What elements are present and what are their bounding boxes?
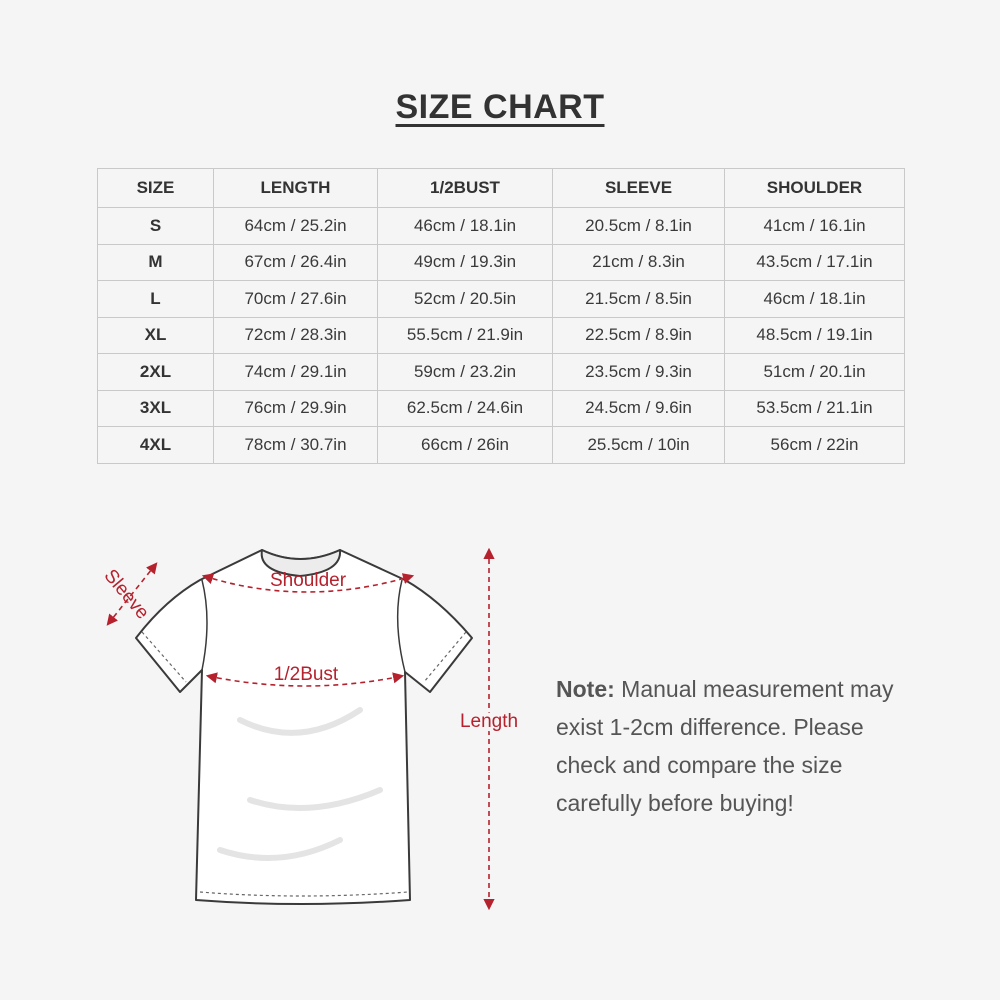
shoulder-cell: 48.5cm / 19.1in [725, 317, 905, 354]
sleeve-cell: 25.5cm / 10in [553, 427, 725, 464]
column-header-bust: 1/2BUST [378, 169, 553, 208]
bust-cell: 66cm / 26in [378, 427, 553, 464]
sleeve-cell: 21cm / 8.3in [553, 244, 725, 281]
length-cell: 67cm / 26.4in [214, 244, 378, 281]
length-cell: 64cm / 25.2in [214, 208, 378, 245]
length-cell: 74cm / 29.1in [214, 354, 378, 391]
bust-cell: 62.5cm / 24.6in [378, 390, 553, 427]
length-cell: 76cm / 29.9in [214, 390, 378, 427]
sleeve-cell: 20.5cm / 8.1in [553, 208, 725, 245]
shoulder-label: Shoulder [269, 570, 347, 591]
table-row [98, 354, 905, 391]
length-cell: 78cm / 30.7in [214, 427, 378, 464]
shoulder-cell: 41cm / 16.1in [725, 208, 905, 245]
shoulder-cell: 43.5cm / 17.1in [725, 244, 905, 281]
table-row [98, 390, 905, 427]
bust-cell: 46cm / 18.1in [378, 208, 553, 245]
size-cell: 3XL [98, 390, 214, 427]
table-row [98, 427, 905, 464]
table-row [98, 317, 905, 354]
shoulder-cell: 56cm / 22in [725, 427, 905, 464]
shoulder-cell: 53.5cm / 21.1in [725, 390, 905, 427]
column-header-size: SIZE [98, 169, 214, 208]
size-cell: XL [98, 317, 214, 354]
size-table [97, 168, 905, 464]
length-label: Length [459, 711, 519, 732]
size-cell: L [98, 281, 214, 318]
sleeve-cell: 24.5cm / 9.6in [553, 390, 725, 427]
shoulder-cell: 51cm / 20.1in [725, 354, 905, 391]
tshirt-measurement-diagram [0, 520, 540, 940]
size-cell: M [98, 244, 214, 281]
bust-cell: 52cm / 20.5in [378, 281, 553, 318]
note-text: Manual measurement may exist 1-2cm difference. Please check and compare the size carefully before buying! [556, 676, 894, 816]
sleeve-label: Sleeve [99, 565, 153, 624]
column-header-sleeve: SLEEVE [553, 169, 725, 208]
bust-cell: 55.5cm / 21.9in [378, 317, 553, 354]
bust-label: 1/2Bust [273, 664, 339, 685]
measurement-note [556, 670, 916, 822]
table-row [98, 244, 905, 281]
size-cell: S [98, 208, 214, 245]
size-cell: 2XL [98, 354, 214, 391]
size-chart-title: SIZE CHART [395, 88, 605, 126]
column-header-length: LENGTH [214, 169, 378, 208]
sleeve-cell: 23.5cm / 9.3in [553, 354, 725, 391]
shoulder-cell: 46cm / 18.1in [725, 281, 905, 318]
table-row [98, 281, 905, 318]
sleeve-cell: 22.5cm / 8.9in [553, 317, 725, 354]
size-cell: 4XL [98, 427, 214, 464]
bust-cell: 49cm / 19.3in [378, 244, 553, 281]
sleeve-cell: 21.5cm / 8.5in [553, 281, 725, 318]
bust-cell: 59cm / 23.2in [378, 354, 553, 391]
table-header-row [98, 169, 905, 208]
table-row [98, 208, 905, 245]
column-header-shoulder: SHOULDER [725, 169, 905, 208]
length-cell: 72cm / 28.3in [214, 317, 378, 354]
length-cell: 70cm / 27.6in [214, 281, 378, 318]
note-label: Note: [556, 676, 615, 702]
